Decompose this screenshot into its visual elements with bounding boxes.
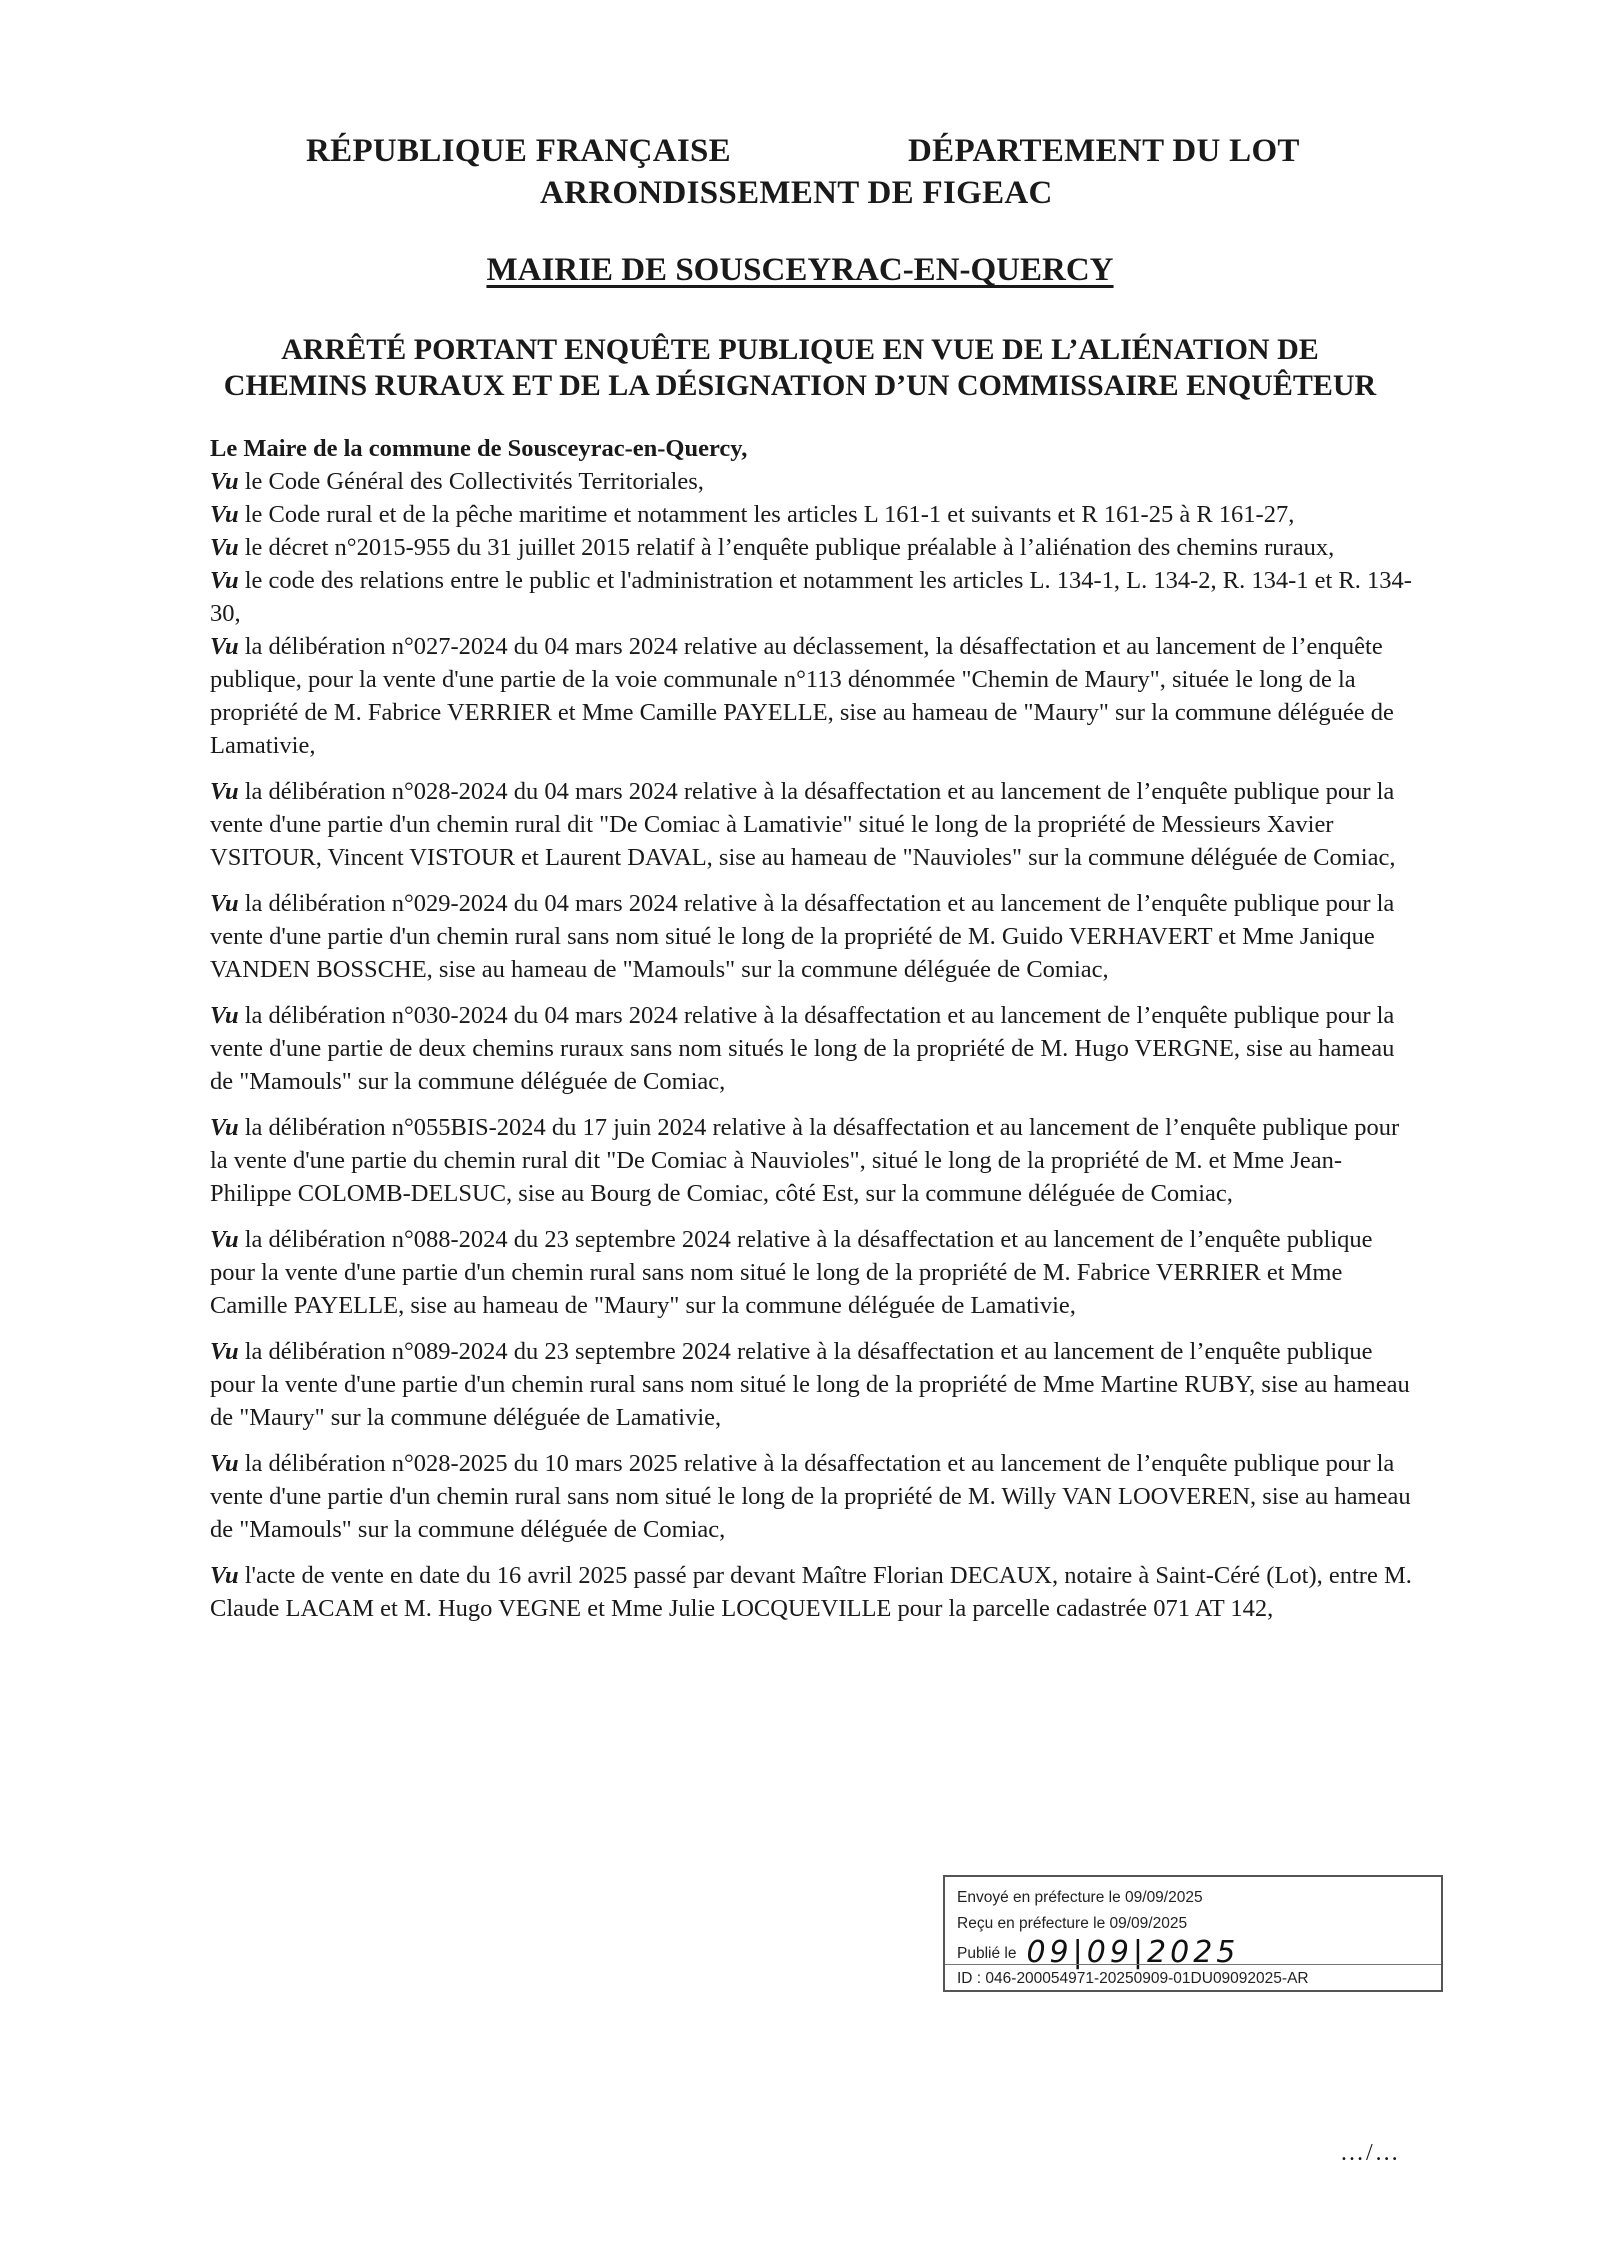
visa-paragraph [210,465,1420,498]
vu-label: Vu [210,1450,239,1477]
visa-text: la délibération n°089-2024 du 23 septembre 2024 relative à la désaffectation et au lancement de l’enquête publique pour la vente d'une partie d'un chemin rural sans nom situé le long de la propriété de Mme Martine RUBY, sise au hameau de "Maury" sur la commune déléguée de Lamativie, [210,1338,1410,1431]
header-departement: DÉPARTEMENT DU LOT [908,133,1300,169]
visa-paragraph [210,999,1420,1098]
visa-text: la délibération n°028-2025 du 10 mars 2025 relative à la désaffectation et au lancement de l’enquête publique pour la vente d'une partie d'un chemin rural sans nom situé le long de la propriété de M. Willy VAN LOOVEREN, sise au hameau de "Mamouls" sur la commune déléguée de Comiac, [210,1450,1411,1543]
visa-paragraph [210,564,1420,630]
arrete-title [0,332,1600,404]
vu-label: Vu [210,501,239,528]
document-body [210,432,1420,1625]
vu-label: Vu [210,534,239,561]
visa-paragraph [210,1447,1420,1546]
prefecture-stamp [943,1875,1443,1992]
vu-label: Vu [210,1002,239,1029]
intro-line: Le Maire de la commune de Sousceyrac-en-Quercy, [210,435,748,462]
stamp-publie-label: Publié le [957,1945,1017,1962]
vu-label: Vu [210,1562,239,1589]
visa-text: le Code Général des Collectivités Territoriales, [238,468,704,495]
visa-text: le code des relations entre le public et l'administration et notamment les articles L. 134-1, L. 134-2, R. 134-1 et R. 134-30, [210,567,1412,627]
vu-label: Vu [210,778,239,805]
vu-label: Vu [210,1226,239,1253]
arrete-title-line-1: ARRÊTÉ PORTANT ENQUÊTE PUBLIQUE EN VUE DE L’ALIÉNATION DE [281,333,1319,366]
visa-text: la délibération n°028-2024 du 04 mars 2024 relative à la désaffectation et au lancement de l’enquête publique pour la vente d'une partie d'un chemin rural dit "De Comiac à Lamativie" situé le long de la propriété de Messieurs Xavier VSITOUR, Vincent VISTOUR et Laurent DAVAL, sise au hameau de "Nauvioles" sur la commune déléguée de Comiac, [210,778,1396,871]
vu-label: Vu [210,633,239,660]
arrete-title-line-2: CHEMINS RURAUX ET DE LA DÉSIGNATION D’UN COMMISSAIRE ENQUÊTEUR [223,369,1377,402]
visa-paragraph [210,887,1420,986]
visa-paragraph [210,498,1420,531]
stamp-divider [945,1964,1441,1965]
visa-text: l'acte de vente en date du 16 avril 2025 passé par devant Maître Florian DECAUX, notaire à Saint-Céré (Lot), entre M. Claude LACAM et M. Hugo VEGNE et Mme Julie LOCQUEVILLE pour la parcelle cadastrée 071 AT 142, [210,1562,1412,1622]
vu-label: Vu [210,468,239,495]
visa-paragraph [210,1335,1420,1434]
visa-paragraph [210,630,1420,762]
visa-paragraph [210,1559,1420,1625]
visa-paragraph [210,531,1420,564]
stamp-id: ID : 046-200054971-20250909-01DU09092025-AR [957,1970,1309,1987]
visa-text: la délibération n°088-2024 du 23 septembre 2024 relative à la désaffectation et au lancement de l’enquête publique pour la vente d'une partie d'un chemin rural sans nom situé le long de la propriété de M. Fabrice VERRIER et Mme Camille PAYELLE, sise au hameau de "Maury" sur la commune déléguée de Lamativie, [210,1226,1373,1319]
visa-text: la délibération n°029-2024 du 04 mars 2024 relative à la désaffectation et au lancement de l’enquête publique pour la vente d'une partie d'un chemin rural sans nom situé le long de la propriété de M. Guido VERHAVERT et Mme Janique VANDEN BOSSCHE, sise au hameau de "Mamouls" sur la commune déléguée de Comiac, [210,890,1395,983]
header-arrondissement: ARRONDISSEMENT DE FIGEAC [540,175,1053,211]
stamp-recu: Reçu en préfecture le 09/09/2025 [957,1915,1188,1932]
mairie-title: MAIRIE DE SOUSCEYRAC-EN-QUERCY [486,252,1114,288]
visa-text: la délibération n°030-2024 du 04 mars 2024 relative à la désaffectation et au lancement de l’enquête publique pour la vente d'une partie de deux chemins ruraux sans nom situés le long de la propriété de M. Hugo VERGNE, sise au hameau de "Mamouls" sur la commune déléguée de Comiac, [210,1002,1395,1095]
header-republique: RÉPUBLIQUE FRANÇAISE [306,133,731,169]
visa-text: le décret n°2015-955 du 31 juillet 2015 relatif à l’enquête publique préalable à l’aliénation des chemins ruraux, [238,534,1335,561]
visa-text: le Code rural et de la pêche maritime et notamment les articles L 161-1 et suivants et R 161-25 à R 161-27, [238,501,1295,528]
vu-label: Vu [210,1338,239,1365]
handwritten-date: 09|09|2025 [1026,1935,1240,1970]
visa-paragraph [210,1223,1420,1322]
vu-label: Vu [210,567,239,594]
visa-text: la délibération n°055BIS-2024 du 17 juin 2024 relative à la désaffectation et au lancement de l’enquête publique pour la vente d'une partie du chemin rural dit "De Comiac à Nauvioles", situé le long de la propriété de M. et Mme Jean-Philippe COLOMB-DELSUC, sise au Bourg de Comiac, côté Est, sur la commune déléguée de Comiac, [210,1114,1400,1207]
visa-paragraph [210,1111,1420,1210]
visa-text: la délibération n°027-2024 du 04 mars 2024 relative au déclassement, la désaffectation et au lancement de l’enquête publique, pour la vente d'une partie de la voie communale n°113 dénommée "Chemin de Maury", située le long de la propriété de M. Fabrice VERRIER et Mme Camille PAYELLE, sise au hameau de "Maury" sur la commune déléguée de Lamativie, [210,633,1394,759]
vu-label: Vu [210,1114,239,1141]
visa-paragraph [210,775,1420,874]
vu-label: Vu [210,890,239,917]
page-continuation: …/… [1340,2140,1401,2166]
stamp-envoye: Envoyé en préfecture le 09/09/2025 [957,1889,1203,1906]
